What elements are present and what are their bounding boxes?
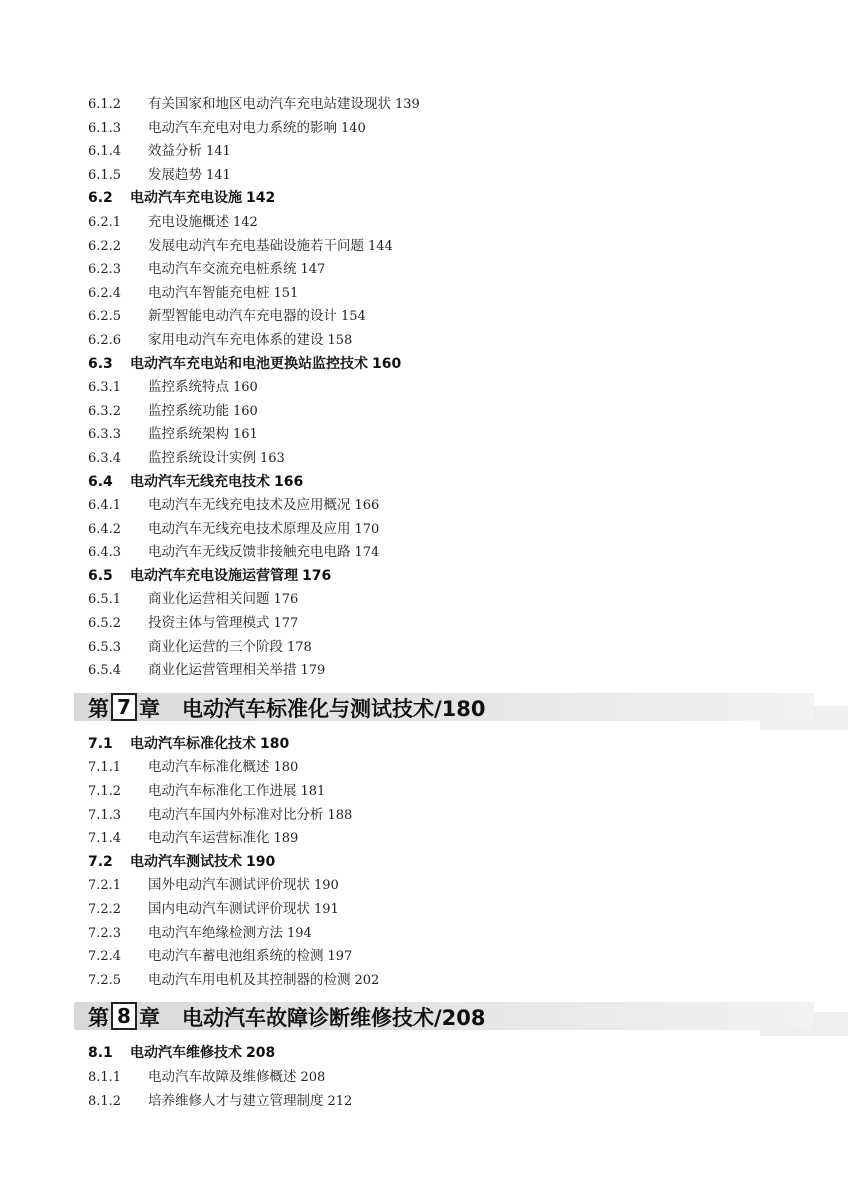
entry-number: 6.5.1 — [88, 592, 122, 608]
entry-title: 电动汽车标准化概述 — [148, 759, 270, 776]
entry-number: 8.1.1 — [88, 1069, 122, 1085]
entry-number: 7.1 — [88, 735, 113, 752]
entry-page-number: 166 — [274, 473, 304, 490]
entry-title: 发展趋势 — [148, 166, 202, 183]
entry-title: 商业化运营相关问题 — [148, 591, 270, 608]
entry-number: 6.1.3 — [88, 120, 122, 136]
entry-title: 有关国家和地区电动汽车充电站建设现状 — [148, 96, 391, 112]
toc-subsection-entry — [88, 827, 788, 851]
entry-title: 电动汽车故障及维修概述 — [148, 1068, 297, 1085]
entry-page-number: 208 — [300, 1069, 326, 1085]
chapter-heading — [88, 689, 788, 729]
entry-title: 电动汽车测试技术 — [130, 853, 242, 870]
entry-title: 充电设施概述 — [148, 213, 229, 230]
entry-page-number: 181 — [300, 784, 326, 800]
entry-page-number: 147 — [300, 262, 326, 278]
toc-subsection-entry — [88, 164, 788, 188]
entry-number: 6.5.2 — [88, 616, 122, 632]
entry-page-number: 180 — [273, 760, 299, 776]
entry-number: 6.4.1 — [88, 498, 122, 514]
entry-page-number: 160 — [233, 403, 258, 419]
entry-number: 6.3.2 — [88, 403, 122, 419]
entry-page-number: 212 — [327, 1093, 353, 1109]
entry-page-number: 191 — [314, 902, 339, 917]
entry-number: 6.2.2 — [88, 238, 122, 254]
entry-number: 7.1.3 — [88, 807, 122, 823]
entry-page-number: 202 — [354, 972, 380, 988]
entry-page-number: 194 — [287, 925, 312, 941]
toc-subsection-entry — [88, 140, 788, 164]
entry-title: 培养维修人才与建立管理制度 — [148, 1092, 324, 1109]
entry-number: 6.4 — [88, 473, 113, 490]
toc-subsection-entry — [88, 117, 788, 141]
entry-page-number: 178 — [287, 639, 312, 655]
entry-title: 电动汽车维修技术 — [130, 1045, 242, 1062]
toc-subsection-entry — [88, 874, 788, 898]
toc-subsection-entry — [88, 804, 788, 828]
toc-subsection-entry — [88, 211, 788, 235]
toc-section-entry — [88, 565, 788, 589]
chapter-prefix: 第 — [88, 696, 109, 721]
entry-page-number: 141 — [206, 167, 231, 183]
entry-number: 6.3.3 — [88, 427, 122, 443]
entry-page-number: 158 — [327, 332, 353, 348]
entry-page-number: 142 — [233, 214, 258, 230]
entry-title: 发展电动汽车充电基础设施若干问题 — [148, 237, 364, 254]
entry-page-number: 161 — [233, 427, 258, 443]
entry-page-number: 163 — [260, 450, 285, 466]
entry-number: 6.2.5 — [88, 309, 122, 325]
toc-subsection-entry — [88, 447, 788, 471]
entry-page-number: 208 — [246, 1045, 276, 1062]
toc-subsection-entry — [88, 235, 788, 259]
entry-number: 6.4.2 — [88, 521, 122, 537]
entry-title: 电动汽车智能充电桩 — [148, 284, 270, 301]
entry-title: 监控系统架构 — [148, 426, 229, 443]
entry-page-number: 179 — [300, 663, 326, 679]
entry-title: 电动汽车绝缘检测方法 — [148, 924, 283, 941]
toc-subsection-entry — [88, 636, 788, 660]
toc-subsection-entry — [88, 400, 788, 424]
chapter-heading-text — [88, 689, 486, 729]
entry-number: 6.4.3 — [88, 545, 122, 561]
entry-number: 6.2.1 — [88, 214, 122, 230]
entry-page-number: 180 — [260, 735, 290, 752]
entry-page-number: 140 — [341, 120, 366, 136]
entry-number: 7.2.5 — [88, 972, 122, 988]
entry-title: 电动汽车标准化技术 — [130, 735, 256, 752]
entry-page-number: 174 — [354, 545, 380, 561]
toc-section-entry — [88, 187, 788, 211]
toc-subsection-entry — [88, 258, 788, 282]
toc-subsection-entry — [88, 93, 788, 117]
entry-page-number: 166 — [354, 498, 380, 514]
entry-number: 6.2.6 — [88, 332, 122, 348]
toc-subsection-entry — [88, 588, 788, 612]
entry-page-number: 141 — [206, 144, 231, 160]
toc-subsection-entry — [88, 282, 788, 306]
entry-title: 监控系统设计实例 — [148, 449, 256, 466]
entry-page-number: 189 — [273, 831, 299, 847]
entry-title: 电动汽车充电设施 — [130, 190, 242, 207]
entry-page-number: 197 — [327, 949, 353, 965]
entry-number: 6.2.4 — [88, 285, 122, 301]
entry-page-number: 190 — [314, 878, 339, 894]
entry-page-number: 188 — [327, 807, 353, 823]
toc-subsection-entry — [88, 659, 788, 683]
chapter-title: 电动汽车故障诊断维修技术/208 — [182, 1006, 486, 1031]
entry-page-number: 160 — [372, 355, 402, 372]
chapter-prefix: 第 — [88, 1006, 109, 1031]
toc-subsection-entry — [88, 305, 788, 329]
toc-subsection-entry — [88, 945, 788, 969]
entry-page-number: 177 — [273, 616, 299, 632]
entry-page-number: 176 — [273, 592, 299, 608]
toc-subsection-entry — [88, 329, 788, 353]
toc-subsection-entry — [88, 922, 788, 946]
entry-title: 监控系统特点 — [148, 379, 229, 396]
toc-subsection-entry — [88, 1090, 788, 1114]
entry-title: 新型智能电动汽车充电器的设计 — [148, 308, 337, 325]
toc-section-entry — [88, 851, 788, 875]
entry-title: 电动汽车充电对电力系统的影响 — [148, 119, 337, 136]
entry-title: 监控系统功能 — [148, 402, 229, 419]
entry-title: 国外电动汽车测试评价现状 — [148, 877, 310, 894]
chapter-heading — [88, 998, 788, 1038]
entry-number: 7.2.3 — [88, 925, 122, 941]
entry-number: 6.3.1 — [88, 380, 122, 396]
entry-number: 6.1.4 — [88, 144, 122, 160]
entry-title: 商业化运营管理相关举措 — [148, 662, 297, 679]
toc-section-entry — [88, 733, 788, 757]
entry-title: 电动汽车充电站和电池更换站监控技术 — [130, 355, 368, 372]
entry-page-number: 139 — [395, 97, 420, 112]
entry-number: 7.2 — [88, 853, 113, 870]
entry-title: 电动汽车无线充电技术及应用概况 — [148, 497, 351, 514]
entry-title: 商业化运营的三个阶段 — [148, 638, 283, 655]
entry-title: 电动汽车无线充电技术原理及应用 — [148, 520, 351, 537]
table-of-contents — [88, 93, 788, 1113]
entry-page-number: 142 — [246, 190, 276, 207]
entry-number: 6.1.2 — [88, 97, 122, 112]
entry-number: 6.5 — [88, 567, 113, 584]
entry-page-number: 144 — [368, 238, 393, 254]
toc-section-entry — [88, 471, 788, 495]
entry-title: 电动汽车无线充电技术 — [130, 473, 270, 490]
entry-number: 7.1.2 — [88, 784, 122, 800]
toc-subsection-entry — [88, 969, 788, 993]
toc-subsection-entry — [88, 1066, 788, 1090]
entry-title: 电动汽车无线反馈非接触充电电路 — [148, 544, 351, 561]
entry-number: 6.2 — [88, 190, 113, 207]
entry-number: 6.5.3 — [88, 639, 122, 655]
toc-subsection-entry — [88, 376, 788, 400]
entry-title: 投资主体与管理模式 — [148, 615, 270, 632]
entry-page-number: 154 — [341, 309, 366, 325]
toc-subsection-entry — [88, 518, 788, 542]
chapter-number-box: 7 — [111, 693, 137, 721]
entry-title: 电动汽车充电设施运营管理 — [130, 567, 298, 584]
entry-number: 7.1.1 — [88, 760, 122, 776]
toc-section-entry — [88, 1042, 788, 1066]
entry-page-number: 170 — [354, 521, 380, 537]
entry-title: 国内电动汽车测试评价现状 — [148, 901, 310, 917]
entry-number: 7.2.4 — [88, 949, 122, 965]
toc-subsection-entry — [88, 541, 788, 565]
chapter-heading-text — [88, 998, 486, 1038]
entry-page-number: 151 — [273, 285, 299, 301]
entry-title: 电动汽车用电机及其控制器的检测 — [148, 971, 351, 988]
toc-subsection-entry — [88, 494, 788, 518]
entry-number: 7.2.2 — [88, 902, 122, 917]
entry-title: 电动汽车国内外标准对比分析 — [148, 806, 324, 823]
entry-page-number: 190 — [246, 853, 276, 870]
entry-title: 电动汽车蓄电池组系统的检测 — [148, 948, 324, 965]
entry-number: 8.1.2 — [88, 1093, 122, 1109]
toc-subsection-entry — [88, 780, 788, 804]
chapter-number-box: 8 — [111, 1002, 137, 1030]
entry-title: 家用电动汽车充电体系的建设 — [148, 331, 324, 348]
entry-number: 8.1 — [88, 1045, 113, 1062]
entry-title: 电动汽车交流充电桩系统 — [148, 261, 297, 278]
entry-number: 7.2.1 — [88, 878, 122, 894]
entry-number: 6.1.5 — [88, 167, 122, 183]
toc-subsection-entry — [88, 612, 788, 636]
entry-title: 电动汽车标准化工作进展 — [148, 783, 297, 800]
toc-subsection-entry — [88, 423, 788, 447]
entry-number: 6.3.4 — [88, 450, 122, 466]
entry-page-number: 160 — [233, 380, 258, 396]
entry-title: 效益分析 — [148, 143, 202, 160]
chapter-suffix: 章 — [139, 696, 160, 721]
toc-subsection-entry — [88, 898, 788, 922]
entry-title: 电动汽车运营标准化 — [148, 830, 270, 847]
toc-subsection-entry — [88, 756, 788, 780]
chapter-suffix: 章 — [139, 1006, 160, 1031]
chapter-title: 电动汽车标准化与测试技术/180 — [182, 696, 486, 721]
entry-number: 6.2.3 — [88, 262, 122, 278]
entry-number: 6.5.4 — [88, 663, 122, 679]
entry-page-number: 176 — [302, 567, 332, 584]
toc-section-entry — [88, 353, 788, 377]
entry-number: 6.3 — [88, 355, 113, 372]
entry-number: 7.1.4 — [88, 831, 122, 847]
